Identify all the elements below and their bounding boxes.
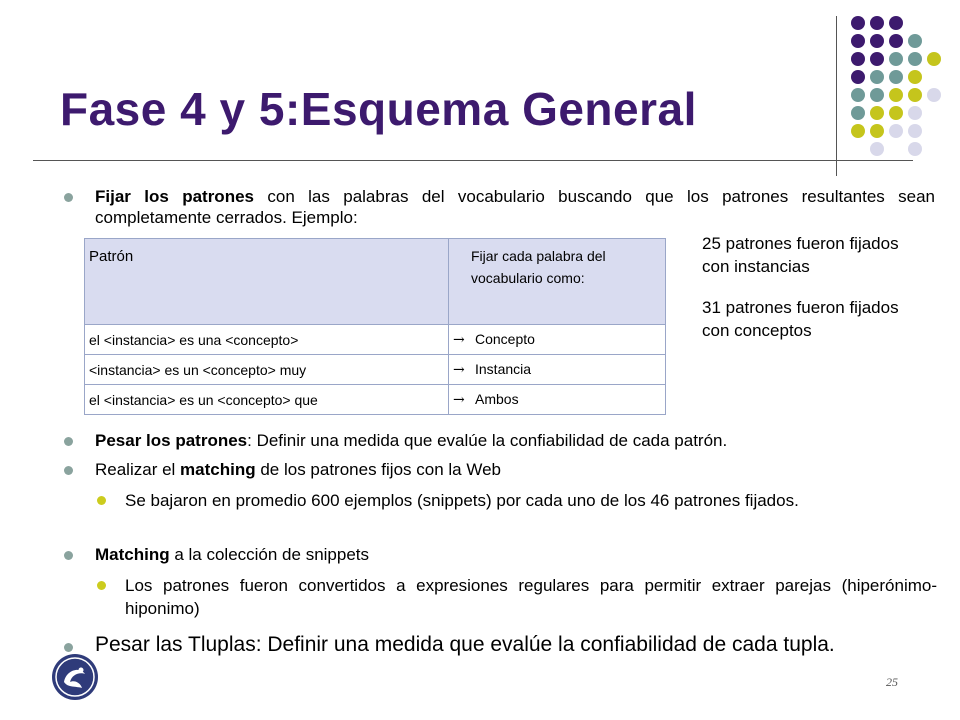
- dot: [870, 16, 884, 30]
- bullet-pesar-tuplas: Pesar las Tluplas: Definir una medida que evalúe la confiabilidad de cada tupla.: [95, 633, 835, 656]
- bullet-marker: [64, 437, 73, 446]
- bullet-bold-text: Pesar los patrones: [95, 431, 248, 450]
- table-cell-pattern: el <instancia> es un <concepto> que: [85, 385, 449, 415]
- table-row: [85, 325, 666, 355]
- bullet-pesar-patrones: [95, 430, 935, 451]
- sub-bullet-marker: [97, 496, 106, 505]
- bullet-text: de los patrones fijos con la Web: [255, 460, 501, 479]
- table-header-fijar-text: Fijar cada palabra del vocabulario como:: [471, 248, 606, 286]
- sub-bullet-marker: [97, 581, 106, 590]
- dot: [889, 16, 903, 30]
- dot: [870, 34, 884, 48]
- table-header-row: [85, 239, 666, 325]
- bullet-marker: [64, 193, 73, 202]
- side-note-conceptos: 31 patrones fueron fijados con conceptos: [702, 298, 899, 340]
- dot: [927, 52, 941, 66]
- sub-bullet-expresiones: Los patrones fueron convertidos a expresiones regulares para permitir extraer parejas (hiperónimo-hiponimo): [125, 576, 937, 618]
- table-cell-value: [449, 385, 666, 415]
- table-cell-pattern: el <instancia> es una <concepto>: [85, 325, 449, 355]
- dot: [889, 124, 903, 138]
- bullet-text: Realizar el: [95, 460, 181, 479]
- title-divider: [33, 160, 913, 161]
- bullet-text: : Definir una medida que evalúe la confiabilidad de cada patrón.: [247, 431, 728, 450]
- dot: [870, 70, 884, 84]
- bullet-text: a la colección de snippets: [169, 545, 370, 564]
- dot: [889, 52, 903, 66]
- bullet-bold-text: matching: [180, 460, 256, 479]
- dot: [889, 106, 903, 120]
- dot: [851, 124, 865, 138]
- arrow-right-icon: →: [453, 392, 465, 408]
- dot: [908, 142, 922, 156]
- table-value-text: Ambos: [475, 391, 519, 407]
- university-emblem-icon: [50, 652, 100, 702]
- bullet-fijar-patrones: [95, 186, 935, 228]
- table-row: [85, 355, 666, 385]
- page-number: 25: [886, 675, 898, 689]
- bullet-marker: [64, 551, 73, 560]
- bullet-matching-coleccion: [95, 544, 935, 565]
- corner-divider: [836, 16, 837, 176]
- arrow-right-icon: →: [453, 362, 465, 378]
- table-cell-pattern: <instancia> es un <concepto> muy: [85, 355, 449, 385]
- dot: [870, 142, 884, 156]
- dot: [851, 16, 865, 30]
- bullet-text: con las palabras del vocabulario buscando que los patrones resultantes sean completamente cerrados. Ejemplo:: [95, 187, 936, 227]
- dot: [851, 34, 865, 48]
- dot: [870, 124, 884, 138]
- dot: [908, 124, 922, 138]
- dot: [908, 34, 922, 48]
- bullet-marker: [64, 643, 73, 652]
- bullet-bold-text: Fijar los patrones: [95, 187, 254, 206]
- table-value-text: Instancia: [475, 361, 532, 377]
- dot: [889, 88, 903, 102]
- dot: [870, 106, 884, 120]
- table-cell-value: [449, 355, 666, 385]
- bullet-bold-text: Matching: [95, 545, 170, 564]
- dot: [851, 106, 865, 120]
- dot: [889, 34, 903, 48]
- dot: [851, 70, 865, 84]
- dot: [908, 88, 922, 102]
- dot: [908, 52, 922, 66]
- dot: [927, 88, 941, 102]
- dot: [851, 52, 865, 66]
- dot: [889, 70, 903, 84]
- sub-bullet-snippets: Se bajaron en promedio 600 ejemplos (snippets) por cada uno de los 46 patrones fijados.: [125, 491, 799, 510]
- bullet-matching-web: [95, 459, 935, 480]
- dot: [851, 88, 865, 102]
- table-value-text: Concepto: [475, 331, 535, 347]
- table-header-patron: Patrón: [85, 239, 449, 325]
- side-note-instancias: 25 patrones fueron fijados con instancias: [702, 234, 899, 276]
- arrow-right-icon: →: [453, 332, 465, 348]
- dot: [870, 52, 884, 66]
- bullet-marker: [64, 466, 73, 475]
- dot: [908, 106, 922, 120]
- table-cell-value: [449, 325, 666, 355]
- dot: [908, 70, 922, 84]
- table-row: [85, 385, 666, 415]
- slide-title: Fase 4 y 5:Esquema General: [60, 83, 697, 135]
- table-header-fijar: [449, 239, 666, 325]
- dot: [870, 88, 884, 102]
- pattern-table: [84, 238, 666, 415]
